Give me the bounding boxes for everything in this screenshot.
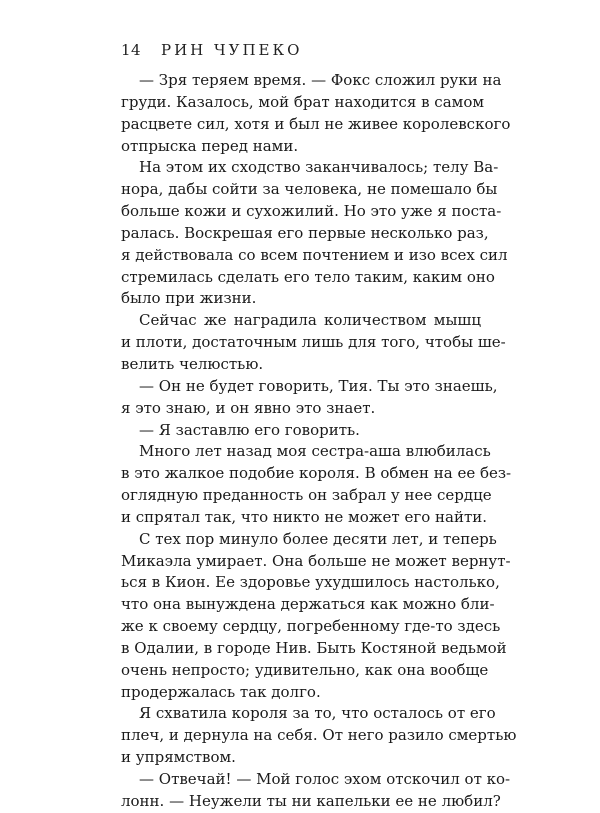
text-line: продержалась так долго. xyxy=(121,682,321,701)
text-line: — Зря теряем время. — Фокс сложил руки на xyxy=(139,71,502,89)
author-name: РИН ЧУПЕКО xyxy=(161,41,303,59)
text-line: и плоти, достаточным лишь для того, чтобы ше- xyxy=(121,333,506,352)
text-line: плеч, и дернула на себя. От него разило смертью xyxy=(121,726,517,745)
text-line: стремилась сделать его тело таким, каким оно xyxy=(121,267,495,286)
text-line: отпрыска перед нами. xyxy=(121,136,299,155)
text-line: расцвете сил, хотя и был не живее королевского xyxy=(121,114,511,133)
text-line: Микаэла умирает. Она больше не может вернут- xyxy=(121,551,511,570)
text-line: и спрятал так, что никто не может его найти. xyxy=(121,507,488,526)
text-line: в Одалии, в городе Нив. Быть Костяной ведьмой xyxy=(121,638,507,657)
text-line: — Отвечай! — Мой голос эхом отскочил от ко- xyxy=(139,770,511,788)
text-line: Я схватила короля за то, что осталось от его xyxy=(139,704,496,723)
text-line: велить челюстью. xyxy=(121,354,264,373)
text-line: На этом их сходство заканчивалось; телу Ва- xyxy=(139,158,499,177)
running-header xyxy=(121,41,302,59)
text-line: — Он не будет говорить, Тия. Ты это знаешь, xyxy=(139,376,498,395)
text-line: — Я заставлю его говорить. xyxy=(139,420,360,439)
text-line: я это знаю, и он явно это знает. xyxy=(121,398,376,417)
text-line: я действовала со всем почтением и изо всех сил xyxy=(121,245,508,264)
body-text xyxy=(121,70,517,813)
text-line: же к своему сердцу, погребенному где-то здесь xyxy=(121,617,501,636)
text-line: больше кожи и сухожилий. Но это уже я поста- xyxy=(121,202,502,221)
text-line: ься в Кион. Ее здоровье ухудшилось настолько, xyxy=(121,573,500,592)
text-line: С тех пор минуло более десяти лет, и теперь xyxy=(139,529,497,548)
text-line: оглядную преданность он забрал у нее сердце xyxy=(121,486,492,505)
text-line: в это жалкое подобие короля. В обмен на ее без- xyxy=(121,464,512,483)
text-line: нора, дабы сойти за человека, не помешало бы xyxy=(121,180,498,199)
text-line: очень непросто; удивительно, как она вообще xyxy=(121,660,489,679)
text-line: ралась. Воскрешая его первые несколько раз, xyxy=(121,223,489,242)
page-number: 14 xyxy=(121,41,142,59)
text-line: что она вынуждена держаться как можно бли- xyxy=(121,595,495,614)
text-line: и упрямством. xyxy=(121,748,236,767)
text-line: лонн. — Неужели ты ни капельки ее не любил? xyxy=(121,791,501,810)
text-line: было при жизни. xyxy=(121,289,257,308)
text-line: груди. Казалось, мой брат находится в самом xyxy=(121,92,485,111)
text-line: Сейчас же наградила количеством мышц xyxy=(139,311,481,330)
text-line: Много лет назад моя сестра-аша влюбилась xyxy=(139,442,491,461)
